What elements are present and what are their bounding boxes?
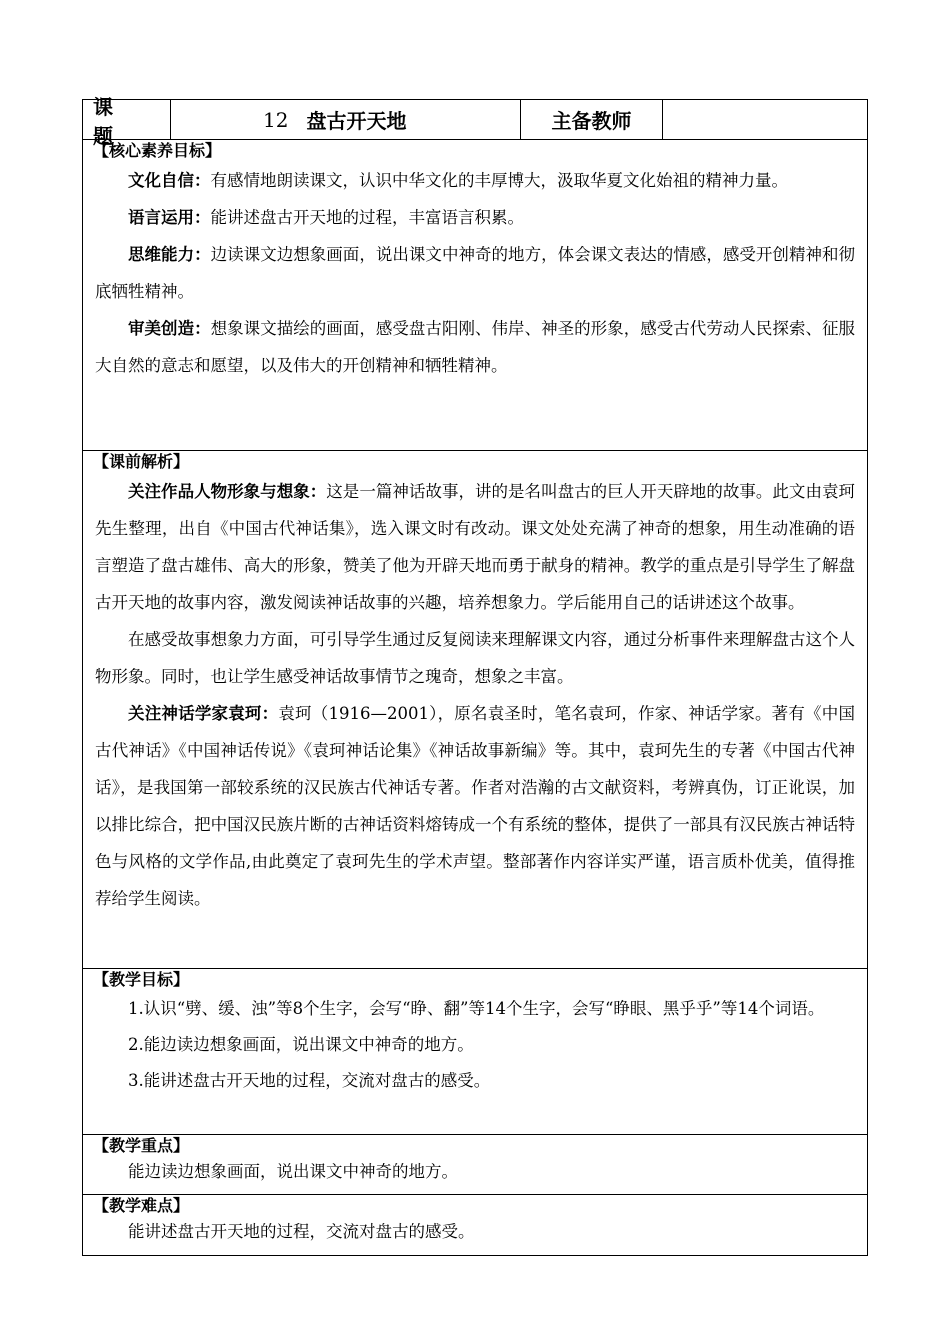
lesson-title: 盘古开天地 xyxy=(306,109,407,133)
goal-item: 文化自信：有感情地朗读课文，认识中华文化的丰厚博大，汲取华夏文化始祖的精神力量。 xyxy=(128,171,788,190)
teaching-goals-section xyxy=(83,969,867,1135)
teacher-value xyxy=(663,100,867,139)
teaching-goal-item: 1.认识“劈、缓、浊”等8个生字，会写“睁、翻”等14个生字，会写“睁眼、黑乎乎”等14个词语。 xyxy=(128,999,825,1018)
core-goals-section xyxy=(83,140,867,451)
section-title: 【教学难点】 xyxy=(93,1196,190,1215)
section-title: 【课前解析】 xyxy=(93,452,190,471)
lesson-plan-table xyxy=(82,94,868,1256)
teacher-label: 主备教师 xyxy=(521,100,663,139)
difficulty-text: 能讲述盘古开天地的过程，交流对盘古的感受。 xyxy=(128,1222,475,1241)
goal-item: 思维能力：边读课文边想象画面，说出课文中神奇的地方，体会课文表达的情感，感受开创精神和彻底牺牲精神。 xyxy=(95,245,856,301)
analysis-paragraph: 关注神话学家袁珂：袁珂（1916—2001），原名袁圣时，笔名袁珂，作家、神话学家。著有《中国古代神话》《中国神话传说》《袁珂神话论集》《神话故事新编》等。其中，袁珂先生的专著《中国古代神话》，是我国第一部较系统的汉民族古代神话专著。作者对浩瀚的古文献资料，考辨真伪，订正讹误，加以排比综合，把中国汉民族片断的古神话资料熔铸成一个有系统的整体，提供了一部具有汉民族古神话特色与风格的文学作品,由此奠定了袁珂先生的学术声望。整部著作内容详实严谨，语言质朴优美，值得推荐给学生阅读。 xyxy=(95,704,856,908)
topic-label: 课 题 xyxy=(83,100,171,139)
key-point-text: 能边读边想象画面，说出课文中神奇的地方。 xyxy=(128,1162,458,1181)
key-points-section xyxy=(83,1135,867,1195)
goal-item: 语言运用：能讲述盘古开天地的过程，丰富语言积累。 xyxy=(128,208,524,227)
lesson-title-cell xyxy=(171,100,521,139)
teaching-goal-item: 3.能讲述盘古开天地的过程，交流对盘古的感受。 xyxy=(128,1071,491,1090)
section-title: 【教学目标】 xyxy=(93,970,190,989)
goal-item: 审美创造：想象课文描绘的画面，感受盘古阳刚、伟岸、神圣的形象，感受古代劳动人民探索、征服大自然的意志和愿望，以及伟大的开创精神和牺牲精神。 xyxy=(95,319,856,375)
lesson-number: 12 xyxy=(263,107,289,132)
pre-analysis-section xyxy=(83,451,867,969)
header-row xyxy=(83,94,867,148)
section-title: 【核心素养目标】 xyxy=(93,141,222,160)
teaching-goal-item: 2.能边读边想象画面，说出课文中神奇的地方。 xyxy=(128,1035,474,1054)
section-title: 【教学重点】 xyxy=(93,1136,190,1155)
analysis-paragraph: 关注作品人物形象与想象：这是一篇神话故事，讲的是名叫盘古的巨人开天辟地的故事。此文由袁珂先生整理，出自《中国古代神话集》，选入课文时有改动。课文处处充满了神奇的想象，用生动准确的语言塑造了盘古雄伟、高大的形象，赞美了他为开辟天地而勇于献身的精神。教学的重点是引导学生了解盘古开天地的故事内容，激发阅读神话故事的兴趣，培养想象力。学后能用自己的话讲述这个故事。 xyxy=(95,482,856,612)
difficulties-section xyxy=(83,1195,867,1255)
analysis-paragraph: 在感受故事想象力方面，可引导学生通过反复阅读来理解课文内容，通过分析事件来理解盘古这个人物形象。同时，也让学生感受神话故事情节之瑰奇，想象之丰富。 xyxy=(95,630,855,686)
